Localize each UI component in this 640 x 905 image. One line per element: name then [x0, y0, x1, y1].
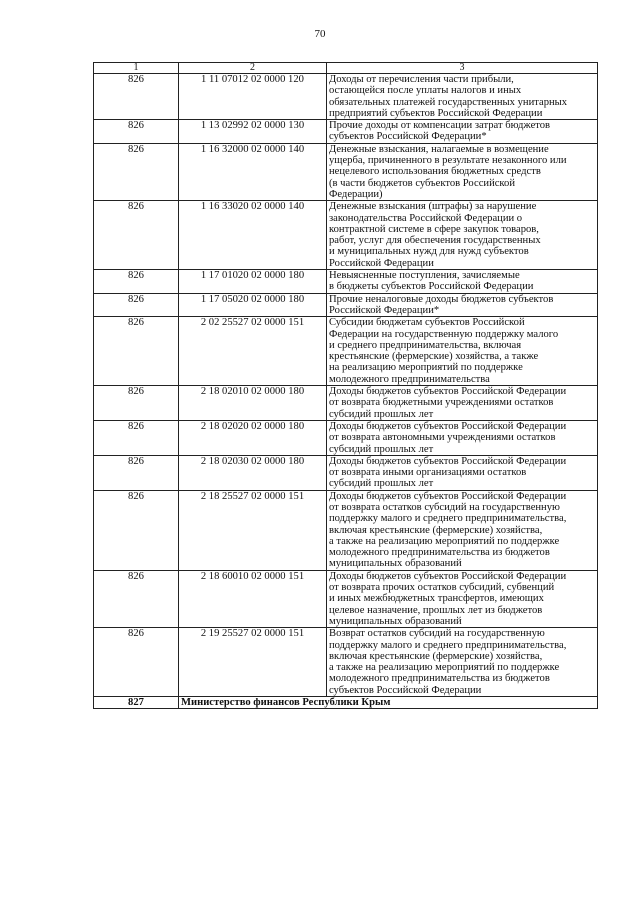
revenue-codes-table [93, 62, 598, 709]
description-line: работ, услуг для обеспечения государственных [329, 235, 541, 247]
description-line: муниципальных образований [329, 615, 462, 627]
revenue-code-cell: 2 18 02030 02 0000 180 [179, 455, 327, 490]
description-cell [327, 455, 598, 490]
description-line: включая крестьянские (фермерские) хозяйства, [329, 524, 543, 536]
table-row [94, 74, 598, 120]
table-row [94, 420, 598, 455]
description-line: Российской Федерации* [329, 304, 440, 316]
description-cell [327, 628, 598, 697]
description-line: Доходы бюджетов субъектов Российской Федерации [329, 490, 567, 502]
admin-code-cell: 826 [94, 270, 179, 294]
table-row [94, 628, 598, 697]
description-cell [327, 570, 598, 627]
table-row [94, 455, 598, 490]
description-line: молодежного предпринимательства из бюджетов [329, 673, 550, 685]
revenue-code-cell: 1 11 07012 02 0000 120 [179, 74, 327, 120]
description-line: и среднего предпринимательства, включая [329, 339, 522, 351]
description-line: остающейся после уплаты налогов и иных [329, 85, 522, 97]
description-line: крестьянские (фермерские) хозяйства, а также [329, 351, 539, 363]
revenue-code-cell: 1 17 05020 02 0000 180 [179, 293, 327, 317]
description-line: а также на реализацию мероприятий по поддержке [329, 535, 560, 547]
description-line: контрактной системе в сфере закупок товаров, [329, 223, 539, 235]
admin-code-cell: 826 [94, 74, 179, 120]
table-row [94, 386, 598, 421]
description-line: Возврат остатков субсидий на государственную [329, 628, 545, 640]
revenue-code-cell: 2 18 25527 02 0000 151 [179, 490, 327, 570]
description-line: и муниципальных нужд для нужд субъектов [329, 246, 529, 258]
description-cell [327, 120, 598, 144]
description-cell [327, 317, 598, 386]
table-header-row [94, 63, 598, 74]
revenue-code-cell: 2 19 25527 02 0000 151 [179, 628, 327, 697]
description-line: Доходы бюджетов субъектов Российской Федерации [329, 570, 567, 582]
admin-code-cell: 826 [94, 628, 179, 697]
admin-code-cell: 826 [94, 490, 179, 570]
description-cell [327, 74, 598, 120]
description-line: субсидий прошлых лет [329, 443, 434, 455]
description-line: (в части бюджетов субъектов Российской [329, 177, 516, 189]
description-line: от возврата остатков субсидий на государственную [329, 501, 560, 513]
table-row [94, 293, 598, 317]
description-line: законодательства Российской Федерации о [329, 212, 523, 224]
description-line: Доходы бюджетов субъектов Российской Федерации [329, 386, 567, 398]
description-cell [327, 420, 598, 455]
description-line: нецелевого использования бюджетных средств [329, 166, 541, 178]
revenue-code-cell: 1 17 01020 02 0000 180 [179, 270, 327, 294]
table-row [94, 490, 598, 570]
description-line: обязательных платежей государственных унитарных [329, 96, 568, 108]
revenue-code-cell: 2 18 60010 02 0000 151 [179, 570, 327, 627]
administrator-code-cell: 827 [94, 697, 179, 709]
admin-code-cell: 826 [94, 455, 179, 490]
revenue-code-cell: 2 18 02010 02 0000 180 [179, 386, 327, 421]
description-line: включая крестьянские (фермерские) хозяйства, [329, 650, 543, 662]
description-line: а также на реализацию мероприятий по поддержке [329, 662, 560, 674]
description-line: молодежного предпринимательства [329, 373, 490, 385]
description-line: молодежного предпринимательства из бюджетов [329, 547, 550, 559]
description-line: целевое назначение, прошлых лет из бюджетов [329, 604, 543, 616]
description-line: Денежные взыскания (штрафы) за нарушение [329, 201, 537, 213]
description-line: Прочие неналоговые доходы бюджетов субъектов [329, 293, 554, 305]
administrator-row [94, 697, 598, 709]
description-line: Федерации на государственную поддержку малого [329, 328, 559, 340]
table-row [94, 143, 598, 200]
description-line: от возврата бюджетными учреждениями остатков [329, 397, 554, 409]
description-line: муниципальных образований [329, 558, 462, 570]
table-row [94, 317, 598, 386]
description-line: от возврата иными организациями остатков [329, 467, 527, 479]
admin-code-cell: 826 [94, 386, 179, 421]
revenue-code-cell: 1 13 02992 02 0000 130 [179, 120, 327, 144]
description-cell [327, 293, 598, 317]
revenue-code-cell: 1 16 33020 02 0000 140 [179, 201, 327, 270]
table-row [94, 201, 598, 270]
description-line: от возврата автономными учреждениями остатков [329, 432, 556, 444]
revenue-code-cell: 1 16 32000 02 0000 140 [179, 143, 327, 200]
table-row [94, 270, 598, 294]
description-line: Федерации) [329, 188, 383, 200]
description-cell [327, 201, 598, 270]
description-line: на реализацию мероприятий по поддержке [329, 362, 523, 374]
description-line: от возврата прочих остатков субсидий, субвенций [329, 582, 555, 594]
description-line: субсидий прошлых лет [329, 408, 434, 420]
admin-code-cell: 826 [94, 143, 179, 200]
revenue-code-cell: 2 18 02020 02 0000 180 [179, 420, 327, 455]
revenue-code-cell: 2 02 25527 02 0000 151 [179, 317, 327, 386]
description-line: Доходы от перечисления части прибыли, [329, 74, 514, 85]
table-row [94, 570, 598, 627]
description-line: поддержку малого и среднего предпринимательства, [329, 639, 567, 651]
header-col-3: 3 [327, 63, 598, 74]
table-row [94, 120, 598, 144]
description-line: Доходы бюджетов субъектов Российской Федерации [329, 420, 567, 432]
description-line: Субсидии бюджетам субъектов Российской [329, 317, 525, 329]
administrator-name-cell: Министерство финансов Республики Крым [179, 697, 598, 709]
admin-code-cell: 826 [94, 201, 179, 270]
description-cell [327, 143, 598, 200]
description-line: ущерба, причиненного в результате незаконного или [329, 155, 567, 167]
description-line: Доходы бюджетов субъектов Российской Федерации [329, 455, 567, 467]
description-line: Российской Федерации [329, 257, 434, 269]
description-line: в бюджеты субъектов Российской Федерации [329, 281, 534, 293]
description-line: субъектов Российской Федерации [329, 684, 482, 696]
page-number: 70 [314, 28, 326, 40]
description-line: субъектов Российской Федерации* [329, 131, 487, 143]
table-body [94, 63, 598, 709]
description-line: Невыясненные поступления, зачисляемые [329, 270, 520, 282]
description-line: Прочие доходы от компенсации затрат бюджетов [329, 120, 551, 132]
admin-code-cell: 826 [94, 420, 179, 455]
description-line: Денежные взыскания, налагаемые в возмещение [329, 143, 549, 155]
description-line: субсидий прошлых лет [329, 478, 434, 490]
admin-code-cell: 826 [94, 570, 179, 627]
description-cell [327, 386, 598, 421]
description-cell [327, 270, 598, 294]
description-line: предприятий субъектов Российской Федерации [329, 107, 543, 119]
admin-code-cell: 826 [94, 293, 179, 317]
header-col-1: 1 [94, 63, 179, 74]
description-cell [327, 490, 598, 570]
description-line: поддержку малого и среднего предпринимательства, [329, 513, 567, 525]
admin-code-cell: 826 [94, 317, 179, 386]
description-line: и иных межбюджетных трансфертов, имеющих [329, 593, 544, 605]
admin-code-cell: 826 [94, 120, 179, 144]
header-col-2: 2 [179, 63, 327, 74]
